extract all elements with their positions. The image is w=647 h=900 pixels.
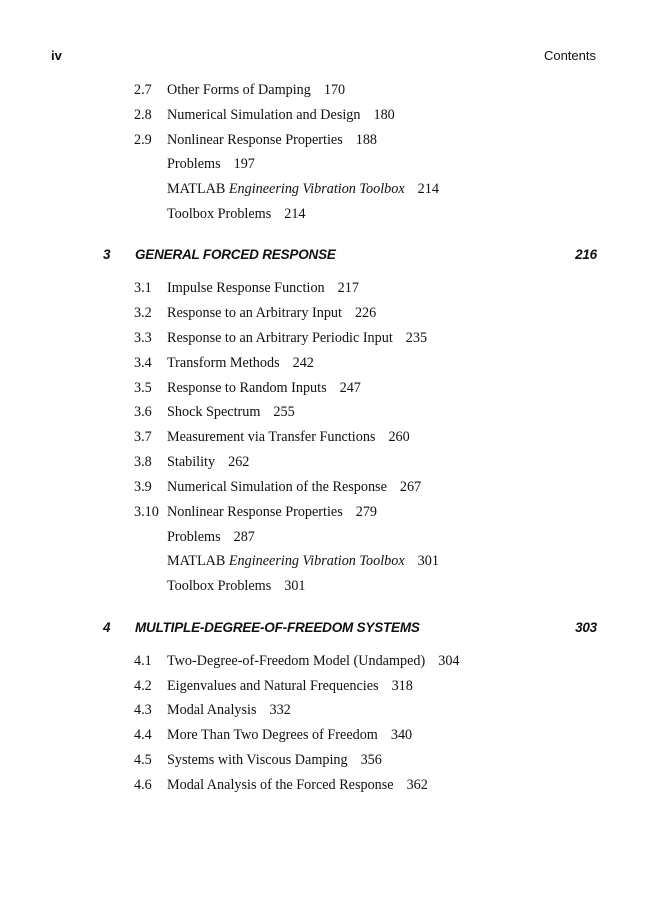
toc-entry-3-9[interactable] bbox=[134, 477, 421, 497]
section-page: 287 bbox=[233, 529, 255, 545]
section-number: 4.4 bbox=[134, 727, 152, 743]
title-prefix: MATLAB bbox=[167, 181, 229, 197]
section-number: 2.8 bbox=[134, 107, 152, 123]
section-title: Systems with Viscous Damping bbox=[167, 752, 348, 768]
section-number: 3.1 bbox=[134, 280, 152, 296]
toc-entry-ch2-toolbox-problems[interactable] bbox=[167, 204, 306, 224]
section-page: 301 bbox=[284, 578, 306, 594]
toc-entry-4-3[interactable] bbox=[134, 700, 291, 720]
chapter-heading-4[interactable] bbox=[103, 618, 597, 638]
section-title: Problems bbox=[167, 156, 221, 172]
toc-entry-2-8[interactable] bbox=[134, 105, 395, 125]
toc-entry-3-8[interactable] bbox=[134, 452, 249, 472]
section-page: 226 bbox=[354, 305, 377, 321]
section-number: 3.2 bbox=[134, 305, 152, 321]
section-number: 3.10 bbox=[134, 504, 159, 520]
section-number: 2.9 bbox=[134, 132, 152, 148]
toc-entry-ch3-toolbox-problems[interactable] bbox=[167, 576, 306, 596]
section-page: 267 bbox=[399, 479, 422, 495]
section-page: 180 bbox=[373, 107, 395, 123]
toc-entry-ch3-matlab-toolbox[interactable] bbox=[167, 551, 439, 571]
toc-entry-4-6[interactable] bbox=[134, 775, 428, 795]
toc-entry-3-5[interactable] bbox=[134, 378, 361, 398]
section-title: Toolbox Problems bbox=[167, 578, 272, 594]
toc-entry-ch3-problems[interactable] bbox=[167, 527, 255, 547]
section-page: 214 bbox=[284, 206, 306, 222]
section-title: Modal Analysis of the Forced Response bbox=[167, 777, 394, 793]
toc-entry-3-10[interactable] bbox=[134, 502, 377, 522]
toc-entry-4-5[interactable] bbox=[134, 750, 382, 770]
section-title: Measurement via Transfer Functions bbox=[167, 429, 376, 445]
section-number: 3.9 bbox=[134, 479, 152, 495]
toc-entry-4-4[interactable] bbox=[134, 725, 412, 745]
section-page: 255 bbox=[273, 404, 295, 420]
toc-entry-ch2-matlab-toolbox[interactable] bbox=[167, 179, 439, 199]
section-number: 3.6 bbox=[134, 404, 152, 420]
section-page: 301 bbox=[417, 553, 439, 569]
section-title: Nonlinear Response Properties bbox=[167, 132, 343, 148]
section-number: 4.2 bbox=[134, 678, 152, 694]
toc-entry-4-1[interactable] bbox=[134, 651, 460, 671]
section-number: 3.3 bbox=[134, 330, 152, 346]
section-title: Toolbox Problems bbox=[167, 206, 272, 222]
section-page: 188 bbox=[355, 132, 378, 148]
section-title: Two-Degree-of-Freedom Model (Undamped) bbox=[167, 653, 426, 669]
running-head: Contents bbox=[543, 48, 596, 63]
toc-entry-2-9[interactable] bbox=[134, 130, 377, 150]
section-page: 362 bbox=[406, 777, 428, 793]
section-number: 4.1 bbox=[134, 653, 152, 669]
section-title bbox=[167, 553, 405, 569]
section-page: 214 bbox=[417, 181, 439, 197]
section-title: Modal Analysis bbox=[167, 702, 257, 718]
section-page: 170 bbox=[323, 82, 346, 98]
toc-entry-3-1[interactable] bbox=[134, 278, 359, 298]
title-italic: Engineering Vibration Toolbox bbox=[228, 553, 405, 569]
section-title: Nonlinear Response Properties bbox=[167, 504, 343, 520]
chapter-page: 303 bbox=[575, 620, 597, 635]
section-title: Transform Methods bbox=[167, 355, 280, 371]
section-number: 4.6 bbox=[134, 777, 152, 793]
section-title: Numerical Simulation and Design bbox=[167, 107, 361, 123]
section-page: 242 bbox=[292, 355, 314, 371]
section-number: 2.7 bbox=[134, 82, 152, 98]
section-page: 197 bbox=[233, 156, 255, 172]
section-number: 4.3 bbox=[134, 702, 152, 718]
section-page: 279 bbox=[355, 504, 378, 520]
chapter-heading-3[interactable] bbox=[103, 245, 597, 265]
toc-entry-3-7[interactable] bbox=[134, 427, 410, 447]
section-page: 262 bbox=[228, 454, 250, 470]
section-title: Eigenvalues and Natural Frequencies bbox=[167, 678, 379, 694]
section-page: 217 bbox=[337, 280, 359, 296]
section-page: 235 bbox=[405, 330, 428, 346]
toc-entry-2-7[interactable] bbox=[134, 80, 345, 100]
section-page: 247 bbox=[339, 380, 361, 396]
section-number: 3.7 bbox=[134, 429, 152, 445]
section-title: Response to an Arbitrary Periodic Input bbox=[167, 330, 393, 346]
section-title: Stability bbox=[167, 454, 216, 470]
chapter-number: 4 bbox=[103, 620, 111, 635]
toc-entry-ch2-problems[interactable] bbox=[167, 154, 255, 174]
section-title: Response to Random Inputs bbox=[167, 380, 327, 396]
chapter-title: MULTIPLE-DEGREE-OF-FREEDOM SYSTEMS bbox=[135, 620, 420, 635]
title-prefix: MATLAB bbox=[167, 553, 229, 569]
chapter-title: GENERAL FORCED RESPONSE bbox=[135, 247, 336, 262]
page-number: iv bbox=[51, 48, 62, 63]
chapter-page: 216 bbox=[575, 247, 597, 262]
section-number: 4.5 bbox=[134, 752, 152, 768]
toc-entry-3-4[interactable] bbox=[134, 353, 314, 373]
section-page: 304 bbox=[438, 653, 460, 669]
section-page: 356 bbox=[360, 752, 382, 768]
section-number: 3.5 bbox=[134, 380, 152, 396]
section-page: 332 bbox=[269, 702, 291, 718]
chapter-number: 3 bbox=[103, 247, 111, 262]
section-title: Other Forms of Damping bbox=[167, 82, 311, 98]
toc-entry-3-2[interactable] bbox=[134, 303, 376, 323]
section-page: 260 bbox=[388, 429, 410, 445]
section-page: 318 bbox=[391, 678, 413, 694]
section-number: 3.8 bbox=[134, 454, 152, 470]
toc-entry-3-3[interactable] bbox=[134, 328, 427, 348]
section-title: Impulse Response Function bbox=[167, 280, 325, 296]
section-title: Response to an Arbitrary Input bbox=[167, 305, 342, 321]
section-title: Shock Spectrum bbox=[167, 404, 261, 420]
toc-entry-3-6[interactable] bbox=[134, 402, 295, 422]
section-title bbox=[167, 181, 405, 197]
toc-entry-4-2[interactable] bbox=[134, 676, 413, 696]
section-title: Problems bbox=[167, 529, 221, 545]
title-italic: Engineering Vibration Toolbox bbox=[228, 181, 405, 197]
section-number: 3.4 bbox=[134, 355, 152, 371]
section-title: Numerical Simulation of the Response bbox=[167, 479, 387, 495]
section-title: More Than Two Degrees of Freedom bbox=[167, 727, 378, 743]
section-page: 340 bbox=[390, 727, 413, 743]
